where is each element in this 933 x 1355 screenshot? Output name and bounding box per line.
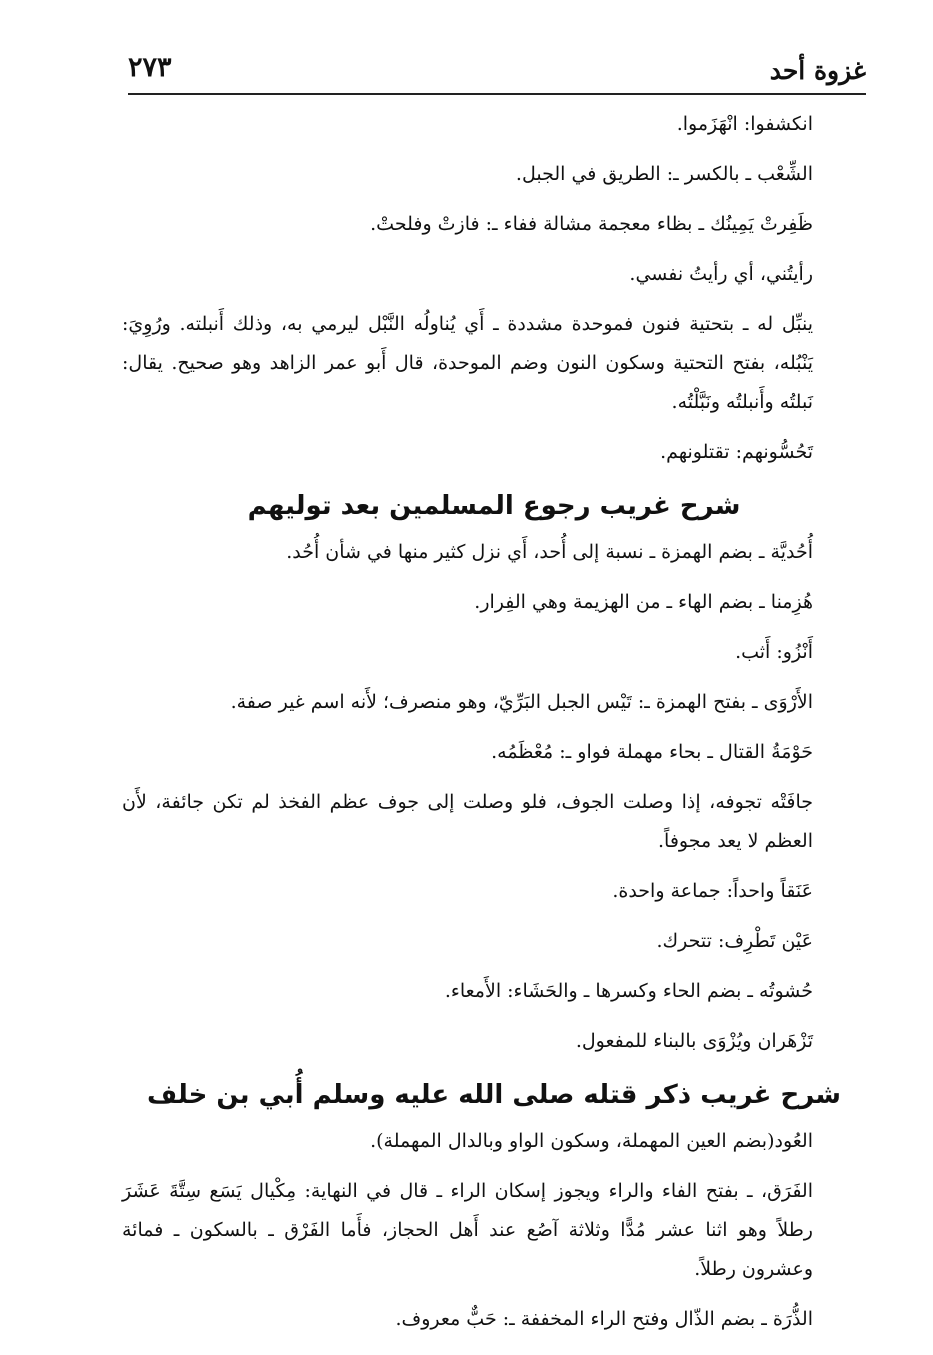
glossary-entry: الذُّرَة ـ بضم الذّال وفتح الراء المخففة ـ: حَبٌّ معروف. <box>395 1308 813 1330</box>
glossary-entry: عَيْن تَطْرِف: تتحرك. <box>656 930 813 952</box>
section-heading: شرح غريب ذكر قتله صلى الله عليه وسلم أُبي بن خلف <box>147 1080 841 1110</box>
section-heading: شرح غريب رجوع المسلمين بعد توليهم <box>247 491 741 521</box>
glossary-entry: تَزْهَران ويُزْوَى بالبناء للمفعول. <box>575 1030 813 1052</box>
header-divider <box>128 93 866 95</box>
glossary-entry-text: ينبِّل له ـ بتحتية فنون فموحدة مشددة ـ أَي يُناولُه النَّبْل ليرمي به، وذلك أَنبلته. ورُوِيَ: يَنْبُله، بفتح التحتية وسكون النون وضم الموحدة، قال أَبو عمر الزاهد وهو صحيح. يقال: نَبلتُه وأَنبلتُه ونَبَّلْتُه. <box>122 313 813 413</box>
glossary-entry: هُزِمنا ـ بضم الهاء ـ من الهزيمة وهي الفِرار. <box>474 591 813 613</box>
glossary-entry: العُود(بضم العين المهملة، وسكون الواو وبالدال المهملة). <box>370 1130 813 1152</box>
glossary-entry: ظَفِرتْ يَمِينُك ـ بظاء معجمة مشالة ففاء ـ: فازتْ وفلحتْ. <box>370 213 813 235</box>
glossary-entry <box>122 305 866 422</box>
chapter-title: غزوة أحد <box>769 56 866 85</box>
glossary-entry: حُشوتُه ـ بضم الحاء وكسرها ـ والحَشَاء: الأَمعاء. <box>444 980 813 1002</box>
glossary-entry: أُحُديَّة ـ بضم الهمزة ـ نسبة إلى أُحد، أَي نزل كثير منها في شأن أُحُد. <box>286 541 813 563</box>
glossary-entry: تَحُسُّونهم: تقتلونهم. <box>660 441 813 463</box>
glossary-entry-text: جافَتْه تجوفه، إذا وصلت الجوف، فلو وصلت إلى جوف عظم الفخذ لم تكن جائفة، لأَن العظم لا يعد مجوفاً. <box>122 791 813 852</box>
glossary-entry: أَنْزُو: أَثب. <box>735 641 813 663</box>
page-number: ٢٧٣ <box>128 52 172 83</box>
glossary-entry <box>122 1172 866 1289</box>
glossary-entry: حَوْمَةُ القتال ـ بحاء مهملة فواو ـ: مُعْظَمُه. <box>491 741 813 763</box>
glossary-entry: الشِّعْب ـ بالكسر ـ: الطريق في الجبل. <box>515 163 813 185</box>
page-body <box>122 105 866 1350</box>
glossary-entry: رأيتُني، أي رأيتُ نفسي. <box>629 263 813 285</box>
glossary-entry <box>122 783 866 861</box>
running-header <box>128 52 866 92</box>
glossary-entry-text: الفَرَق، ـ بفتح الفاء والراء ويجوز إسكان الراء ـ قال في النهاية: مِكْيال يَسَع سِتَّةَ عَشَرَ رطلاً وهو اثنا عشر مُدًّا وثلاثة آصُع عند أَهل الحجاز، فأَما الفَرْق ـ بالسكون ـ فمائة وعشرون رطلاً. <box>122 1180 813 1280</box>
glossary-entry: انكشفوا: انْهَزَموا. <box>676 113 813 135</box>
glossary-entry: الأَرْوَى ـ بفتح الهمزة ـ: تَيْس الجبل البَرِّيّ، وهو منصرف؛ لأَنه اسم غير صفة. <box>230 691 813 713</box>
glossary-entry: عَنَقاً واحداً: جماعة واحدة. <box>612 880 813 902</box>
